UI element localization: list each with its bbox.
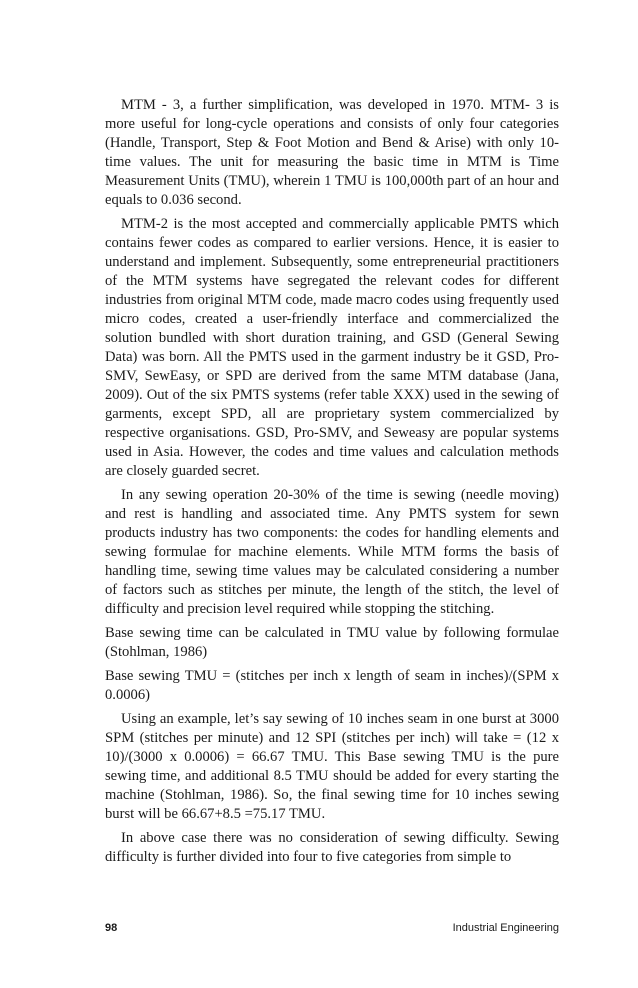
- paragraph-example: Using an example, let’s say sewing of 10 inches seam in one burst at 3000 SPM (stitches per minute) and 12 SPI (stitches per inch) will take = (12 x 10)/(3000 x 0.0006) = 66.67 TMU. This Base sewing TMU is the pure sewing time, and additional 8.5 TMU should be added for every starting the machine (Stohlman, 1986). So, the final sewing time for 10 inches sewing burst will be 66.67+8.5 =75.17 TMU.: [105, 711, 559, 822]
- paragraph-base-sewing-formula: Base sewing TMU = (stitches per inch x length of seam in inches)/(SPM x 0.0006): [105, 668, 559, 703]
- page-number: 98: [105, 922, 118, 934]
- paragraph-base-sewing-intro: Base sewing time can be calculated in TMU value by following formulae (Stohlman, 1986): [105, 625, 559, 660]
- paragraph-sewing-difficulty: In above case there was no consideration of sewing difficulty. Sewing difficulty is further divided into four to five categories from simple to: [105, 830, 559, 865]
- running-title: Industrial Engineering: [452, 922, 559, 934]
- paragraph-mtm2: MTM-2 is the most accepted and commercially applicable PMTS which contains fewer codes as compared to earlier versions. Hence, it is easier to understand and implement. Subsequently, some entrepreneurial practitioners of the MTM systems have segregated the relevant codes for different industries from original MTM code, made macro codes using frequently used micro codes, created a user-friendly interface and commercialized the solution bundled with short duration training, and GSD (General Sewing Data) was born. All the PMTS used in the garment industry be it GSD, Pro-SMV, SewEasy, or SPD are derived from the same MTM database (Jana, 2009). Out of the six PMTS systems (refer table XXX) used in the sewing of garments, except SPD, all are proprietary system commercialized by respective organisations. GSD, Pro-SMV, and Seweasy are popular systems used in Asia. However, the codes and time values and calculation methods are closely guarded secret.: [105, 216, 559, 479]
- body-text: [105, 96, 559, 872]
- paragraph-sewing-operation: In any sewing operation 20-30% of the time is sewing (needle moving) and rest is handling and associated time. Any PMTS system for sewn products industry has two components: the codes for handling elements and sewing formulae for machine elements. While MTM forms the basis of handling time, sewing time values may be calculated considering a number of factors such as stitches per minute, the length of the stitch, the level of difficulty and precision level required while stopping the stitching.: [105, 487, 559, 617]
- page-footer: [105, 920, 559, 940]
- paragraph-mtm3: MTM - 3, a further simplification, was developed in 1970. MTM- 3 is more useful for long-cycle operations and consists of only four categories (Handle, Transport, Step & Foot Motion and Bend & Arise) with only 10-time values. The unit for measuring the basic time in MTM is Time Measurement Units (TMU), wherein 1 TMU is 100,000th part of an hour and equals to 0.036 second.: [105, 97, 559, 208]
